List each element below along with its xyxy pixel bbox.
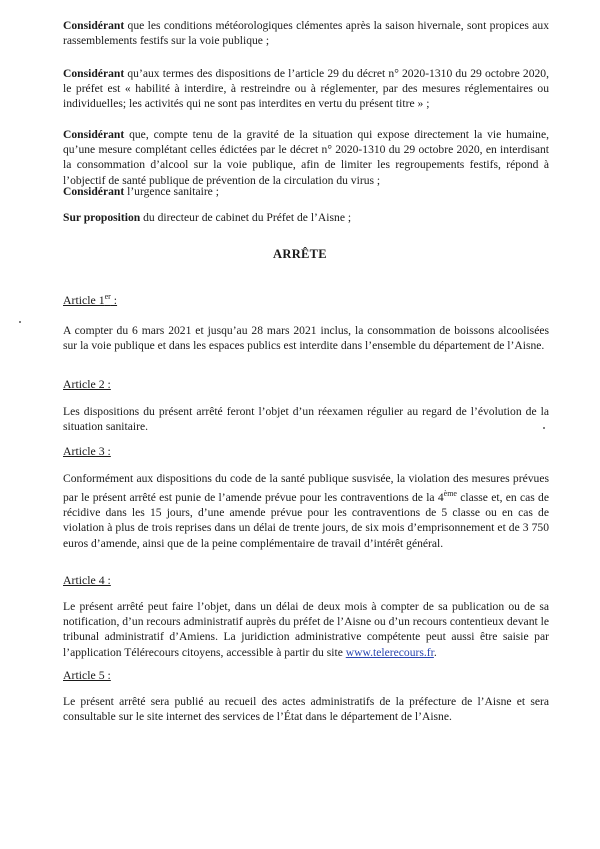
article-4-body: Le présent arrêté peut faire l’objet, dans un délai de deux mois à compter de sa publication ou de sa notification, d’un recours administratif auprès du préfet de l’Aisne ou d’un recours contentieux devant le tribunal administratif d’Amiens. La juridiction administrative compétente peut aussi être saisie par l’application Télérecours citoyens, accessible à partir du site (63, 600, 549, 659)
considerant-text: que, compte tenu de la gravité de la situation qui expose directement la vie humaine, qu’une mesure complétant celles édictées par le décret n° 2020-1310 du 29 octobre 2020, en interdisant la consommation d’alcool sur la voie publique, afin de limiter les regroupements festifs, répond à l’objectif de santé publique de prévention de la circulation du virus ; (63, 128, 549, 187)
considerant-lead: Considérant (63, 19, 125, 32)
article-3-title: Article 3 : (63, 444, 111, 458)
considerant-3 (63, 127, 549, 188)
article-title-colon: : (110, 292, 118, 307)
considerant-text: l’urgence sanitaire ; (124, 185, 219, 198)
article-title-text: Article 1 (63, 292, 105, 307)
article-4-end: . (433, 645, 437, 659)
considerant-1 (63, 18, 549, 48)
article-4-text (63, 599, 549, 660)
article-2-title: Article 2 : (63, 377, 111, 391)
article-3-text (63, 471, 549, 551)
considerant-text: qu’aux termes des dispositions de l’article 29 du décret n° 2020-1310 du 29 octobre 2020, le préfet est « habilité à interdire, à restreindre ou à réglementer, par des mesures réglementaires ou individuelles; les activités qui ne sont pas interdites en vertu du présent titre » ; (63, 67, 549, 111)
article-3-sup: ème (443, 489, 457, 499)
scan-speck (543, 427, 545, 429)
considerant-4 (63, 184, 549, 199)
proposition-text: du directeur de cabinet du Préfet de l’Aisne ; (140, 211, 352, 224)
article-4-title: Article 4 : (63, 573, 111, 587)
article-3-text-b: classe et, en cas de récidive dans les 15 jours, d’une amende prévue pour les contraventions de 5 classe ou en cas de violation à plus de trois reprises dans un délai de trente jours, de six mois d’emprisonnement et de 3 750 euros d’amende, ainsi que de la peine complémentaire de travail d’intérêt général. (63, 491, 549, 550)
considerant-lead: Considérant (63, 67, 125, 80)
scan-speck (19, 321, 21, 323)
article-3-text-a: Conformément aux dispositions du code de la santé publique susvisée, la violation des mesures prévues par le présent arrêté est punie de l’amende prévue pour les contraventions de la 4 (63, 472, 549, 505)
article-1-text: A compter du 6 mars 2021 et jusqu’au 28 mars 2021 inclus, la consommation de boissons alcoolisées sur la voie publique et dans les espaces publics est interdite dans l’ensemble du département de l’Aisne. (63, 324, 549, 353)
proposition-lead: Sur proposition (63, 211, 141, 224)
article-title-sup: er (104, 292, 111, 301)
considerant-text: que les conditions météorologiques clémentes après la saison hivernale, sont propices aux rassemblements festifs sur la voie publique ; (63, 19, 549, 48)
article-5-text: Le présent arrêté sera publié au recueil des actes administratifs de la préfecture de l’Aisne et sera consultable sur le site internet des services de l’État dans le département de l’Aisne. (63, 695, 549, 724)
considerant-2 (63, 66, 549, 112)
article-5-title: Article 5 : (63, 668, 111, 682)
article-1-title (63, 292, 117, 308)
telerecours-link[interactable]: www.telerecours.fr (345, 645, 434, 659)
article-2-text: Les dispositions du présent arrêté feront l’objet d’un réexamen régulier au regard de l’évolution de la situation sanitaire. (63, 405, 549, 434)
considerant-lead: Considérant (63, 185, 125, 198)
sur-proposition (63, 210, 549, 225)
considerant-lead: Considérant (63, 128, 125, 141)
decree-heading: ARRÊTE (273, 247, 327, 261)
